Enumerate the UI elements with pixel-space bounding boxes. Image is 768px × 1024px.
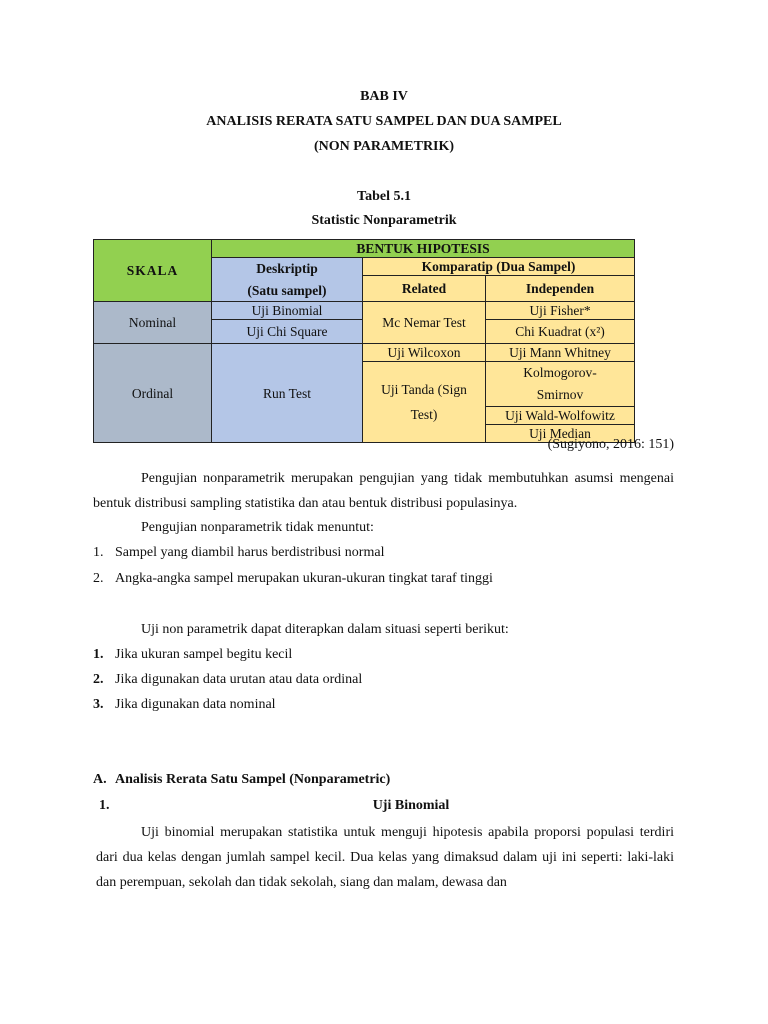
cell-uji-wilcoxon: Uji Wilcoxon — [363, 344, 486, 362]
header-satu-sampel: (Satu sampel) — [247, 283, 327, 298]
cell-mc-nemar: Mc Nemar Test — [363, 302, 486, 344]
list-item — [93, 695, 276, 715]
list-number: 1. — [93, 545, 104, 560]
header-deskriptip — [212, 258, 363, 302]
section-heading — [93, 770, 390, 790]
list-number: 1. — [93, 647, 104, 662]
paragraph-intro: Pengujian nonparametrik merupakan pengujian yang tidak membutuhkan asumsi mengenai bentuk distribusi sampling statistika dan atau bentuk distribusi populasinya. — [93, 471, 674, 511]
chapter-heading: BAB IV — [360, 89, 408, 104]
cell-nominal: Nominal — [94, 302, 212, 344]
document-subtitle: (NON PARAMETRIK) — [313, 139, 455, 154]
list-text: Jika ukuran sampel begitu kecil — [115, 647, 293, 662]
subsection-title: Uji Binomial — [372, 798, 450, 813]
header-komparatip: Komparatip (Dua Sampel) — [363, 258, 635, 276]
header-bentuk-hipotesis: BENTUK HIPOTESIS — [212, 240, 635, 258]
paragraph-situations: Uji non parametrik dapat diterapkan dalam situasi seperti berikut: — [141, 622, 509, 637]
paragraph-not-required: Pengujian nonparametrik tidak menuntut: — [141, 520, 374, 535]
document-title: ANALISIS RERATA SATU SAMPEL DAN DUA SAMPEL — [206, 114, 562, 129]
list-item — [93, 645, 292, 665]
cell-uji-binomial: Uji Binomial — [212, 302, 363, 320]
header-related: Related — [363, 276, 486, 302]
header-deskriptip-label: Deskriptip — [256, 261, 318, 276]
section-title: Analisis Rerata Satu Sampel (Nonparametric) — [115, 772, 391, 787]
table-caption-number: Tabel 5.1 — [357, 189, 411, 204]
list-number: 2. — [93, 672, 104, 687]
list-text: Jika digunakan data urutan atau data ordinal — [115, 672, 363, 687]
subsection-number: 1. — [99, 798, 110, 813]
list-text: Angka-angka sampel merupakan ukuran-ukuran tingkat taraf tinggi — [115, 571, 493, 586]
cell-uji-fisher: Uji Fisher* — [486, 302, 635, 320]
cell-chi-kuadrat: Chi Kuadrat (x²) — [486, 320, 635, 344]
list-number: 3. — [93, 697, 104, 712]
section-number: A. — [93, 772, 107, 787]
cell-ordinal: Ordinal — [94, 344, 212, 443]
list-text: Jika digunakan data nominal — [115, 697, 276, 712]
table-source: (Sugiyono, 2016: 151) — [547, 437, 674, 452]
list-item — [93, 543, 384, 563]
cell-kolmogorov: Kolmogorov-Smirnov — [486, 362, 635, 407]
header-skala: SKALA — [94, 240, 212, 302]
cell-wald-wolfowitz: Uji Wald-Wolfowitz — [486, 407, 635, 425]
cell-mann-whitney: Uji Mann Whitney — [486, 344, 635, 362]
list-item — [93, 670, 362, 690]
cell-uji-median: Uji Median — [486, 425, 635, 443]
list-text: Sampel yang diambil harus berdistribusi normal — [115, 545, 385, 560]
paragraph-uji-binomial: Uji binomial merupakan statistika untuk menguji hipotesis apabila proporsi populasi terdiri dari dua kelas dengan jumlah sampel kecil. Dua kelas yang dimaksud dalam uji ini seperti: laki-laki dan perempuan, sekolah dan tidak sekolah, siang dan malam, dewasa dan — [96, 825, 674, 890]
list-item — [93, 569, 493, 589]
list-number: 2. — [93, 571, 104, 586]
table-caption-title: Statistic Nonparametrik — [311, 213, 457, 228]
header-independen: Independen — [486, 276, 635, 302]
statistic-table — [93, 239, 635, 443]
cell-run-test: Run Test — [212, 344, 363, 443]
cell-uji-chi-square: Uji Chi Square — [212, 320, 363, 344]
cell-uji-tanda: Uji Tanda (Sign Test) — [363, 362, 486, 443]
